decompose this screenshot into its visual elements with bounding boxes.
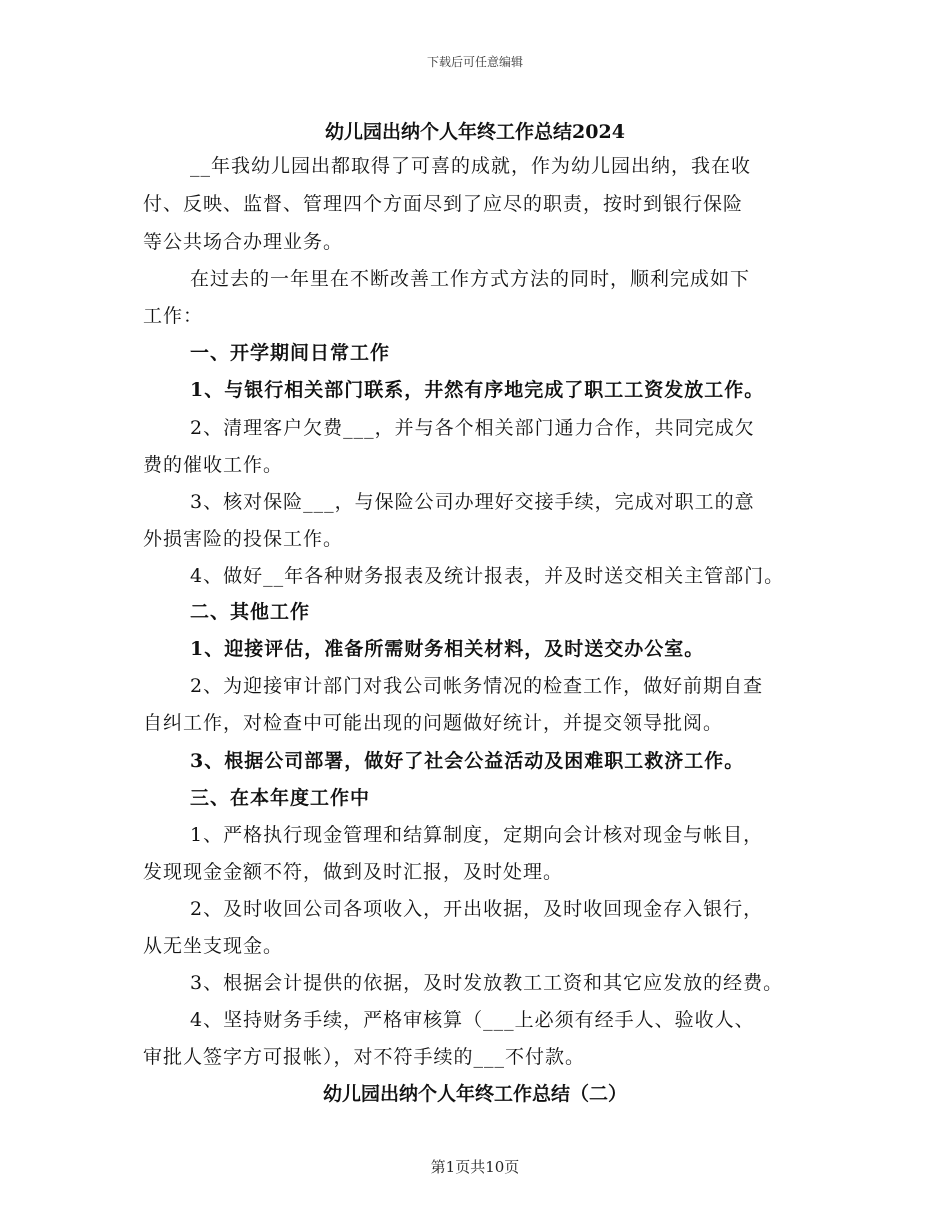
page-number: 第1页共10页 <box>430 1158 520 1176</box>
body-line: 3、根据公司部署，做好了社会公益活动及困难职工救济工作。 <box>190 750 745 772</box>
body-line: 付、反映、监督、管理四个方面尽到了应尽的职责，按时到银行保险 <box>143 193 744 215</box>
page-header: 下载后可任意编辑 <box>426 55 523 69</box>
section-heading: 一、开学期间日常工作 <box>190 342 391 364</box>
body-line: 1、严格执行现金管理和结算制度，定期向会计核对现金与帐目， <box>190 824 764 846</box>
body-line: 1、与银行相关部门联系，井然有序地完成了职工工资发放工作。 <box>190 379 765 401</box>
body-line: 2、及时收回公司各项收入，开出收据，及时收回现金存入银行， <box>190 898 764 920</box>
body-line: 1、迎接评估，准备所需财务相关材料，及时送交办公室。 <box>190 638 705 660</box>
body-line: 3、根据会计提供的依据，及时发放教工工资和其它应发放的经费。 <box>190 972 784 994</box>
body-line: 3、核对保险___，与保险公司办理好交接手续，完成对职工的意 <box>190 491 755 513</box>
body-line: __年我幼儿园出都取得了可喜的成就，作为幼儿园出纳，我在收 <box>190 155 752 177</box>
body-line: 发现现金金额不符，做到及时汇报，及时处理。 <box>143 861 564 883</box>
section-heading: 二、其他工作 <box>190 601 311 623</box>
body-line: 从无坐支现金。 <box>143 935 284 957</box>
body-line: 在过去的一年里在不断改善工作方式方法的同时，顺利完成如下 <box>190 268 751 290</box>
body-line: 自纠工作，对检查中可能出现的问题做好统计，并提交领导批阅。 <box>143 712 724 734</box>
body-line: 2、清理客户欠费___，并与各个相关部门通力合作，共同完成欠 <box>190 417 755 439</box>
section-subtitle: 幼儿园出纳个人年终工作总结（二） <box>322 1083 627 1105</box>
body-line: 4、做好__年各种财务报表及统计报表，并及时送交相关主管部门。 <box>190 565 785 587</box>
body-line: 等公共场合办理业务。 <box>143 231 344 253</box>
section-heading: 三、在本年度工作中 <box>190 787 371 809</box>
body-line: 审批人签字方可报帐），对不符手续的___不付款。 <box>143 1046 586 1068</box>
document-title: 幼儿园出纳个人年终工作总结2024 <box>325 121 625 143</box>
body-line: 2、为迎接审计部门对我公司帐务情况的检查工作，做好前期自查 <box>190 675 764 697</box>
body-line: 工作： <box>143 305 204 327</box>
body-line: 费的催收工作。 <box>143 454 284 476</box>
body-line: 外损害险的投保工作。 <box>143 528 344 550</box>
body-line: 4、坚持财务手续，严格审核算（___上必须有经手人、验收人、 <box>190 1009 755 1031</box>
